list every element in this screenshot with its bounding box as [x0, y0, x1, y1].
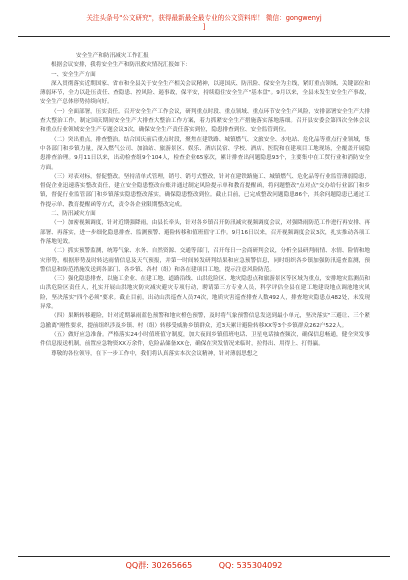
document-body	[40, 52, 370, 359]
paragraph: （三）强化隐患排查，以施工企业、在建工地、道路沿线、山洪危险区、地灾隐患点和旅游景区等区域为重点，安排地灾监测员和山洪危险区责任人，扎实开展山洪地灾防灾减灾避灾专项行动，聘请第三方专业人员，科学评估全县在建工地建设地点调池地灾风险，坚决落实"四个必须"要求。截止目前，出动山洪巡查人员74次，地质灾害巡查排查人数492人，排查地灾隐患点482处，未发现异常。	[40, 276, 370, 311]
header-banner-text: 关注头条号"公文研究"，获得最新最全最专业的公文资料库！ 微信：gongwenyj	[86, 14, 322, 22]
footer-qq: QQ: 535304092	[218, 561, 283, 570]
footer-qq-group: QQ群: 30265665	[125, 561, 193, 570]
closing-paragraph: 尊敬的各位领导，在下一步工作中，我们将认真落实本次会议精神，针对薄弱思想之	[51, 350, 258, 357]
paragraph: （一）全面部署，压实责任。召开安全生产工作会议，研判重点时段、重点领域、重点环节安全生产风险，安排部署安全生产大排查大整治工作，制定国庆期间安全生产大排查大整治工作方案，着力抓紧安全生产措施落实落地落细。召开县安委会第四次全体会议和重点行业领域安全生产专题会议3次，确保安全生产责任落实到位，隐患排查到位、安全监管到位。	[40, 108, 370, 134]
section-heading-safety: 一、安全生产方面	[51, 71, 96, 78]
paragraph: （一）加密视频调度，针对近期强降雨，由县长牵头，针对各乡镇召开防汛减灾视频调度会议，对强降雨防范工作进行再安排、再部署、再落实，进一步细化隐患排查、监测预警、避险转移和值班值守工作。9月16日以来，召开视频调度会议3次，扎实推动各项工作落地见效。	[40, 220, 370, 245]
paragraph: （二）突出重点，排查整治。结合国庆前后重点时段，聚焦在建铁路、城镇燃气、文旅安全、水电站、危化品等重点行业领域，集中各部门和乡镇力量，深入燃气公司、加油站、旅游景区、娱乐、酒店民宿、学校、酒店、医院和在建项目工地现场，全覆盖开展隐患排查治理。9月11日以来，出动检查组9个104人，检查企业65家次，累计排查出问题隐患93个，主要集中在工贸行业和消防安全方面。	[40, 136, 370, 171]
header-banner	[0, 14, 408, 32]
footer	[0, 560, 408, 571]
paragraph: （五）做好应急准备。严格落实24小时值班值守制度，加大夜间乡镇值班电话、卫星电话抽查频次，确保信息畅通，健全突发事件信息报送机制，前置应急物资XX万余件，危险品储备XX仓，确保在突发情况来临时，拉得出、用得上、打得赢。	[40, 331, 370, 348]
paragraph: 深入贯彻落实近期国家、省市和全县关于安全生产相关会议精神，以迎国庆、防汛险、保安全为主线，紧盯重点领域、关键部位和薄弱环节，全力以赴压责任、查隐患、控风险、遏事故，保平安，持续稳住安全生产"基本盘"。9月以来，全县未发生安全生产事故，安全生产总体形势持续向好。	[40, 80, 370, 106]
footer-divider	[18, 556, 390, 557]
section-heading-flood: 二、防汛减灾方面	[51, 211, 96, 218]
salutation: 根据会议安排，我将安全生产和防汛救灾情况汇报如下：	[51, 62, 191, 69]
header-banner-bracket: ]	[202, 23, 206, 31]
paragraph: （二）抓实预警监测，统筹气象、水务、自然资源、交通等部门，召开每日一会商研判会议，分析全县研判雨情、水情、险情和地灾形势，根据形势及时转达雨情信息及天气预报，并第一时间转发研判结果和应急预警信息，同时组织各乡镇加强防汛巡查监测，预警信息和防范措施发送到各部门、各乡镇、各村（组）和各在建项目工地，提示注意风险防范。	[40, 248, 370, 273]
paragraph: （三）对表对标，督促整改。坚持清单式管理，销号、销号式整改，针对在建铁路施工、城镇燃气、危化品等行业监管薄弱隐患，督促企业迅速落实整改责任，建立安全隐患整改台账并通过制定风险提示单和教育提醒函，将问题整改"点对点"交办给行业部门和乡镇，督促行业监管部门和乡镇落实隐患整改落实，确保隐患整改到位。截止目前，已完成整改问题隐患86个，其余问题隐患已通过工作提示单、教育提醒函等方式，责令各企业限期整改完成。	[40, 173, 370, 208]
document-title: 安全生产和防汛减灾工作汇报	[76, 53, 149, 59]
header-divider	[18, 36, 390, 37]
paragraph: （四）果断转移避险，针对近期暴雨蓝色预警和地灾橙色预警，及时将气象预警信息发送到最小单元，坚决落实"三避让、三个紧急撤离"刚性要求，提前组织涉及乡镇、村（组）转移受威胁乡镇群众，近3天累计避险转移XX等3个乡镇群众262户522人。	[40, 313, 370, 329]
